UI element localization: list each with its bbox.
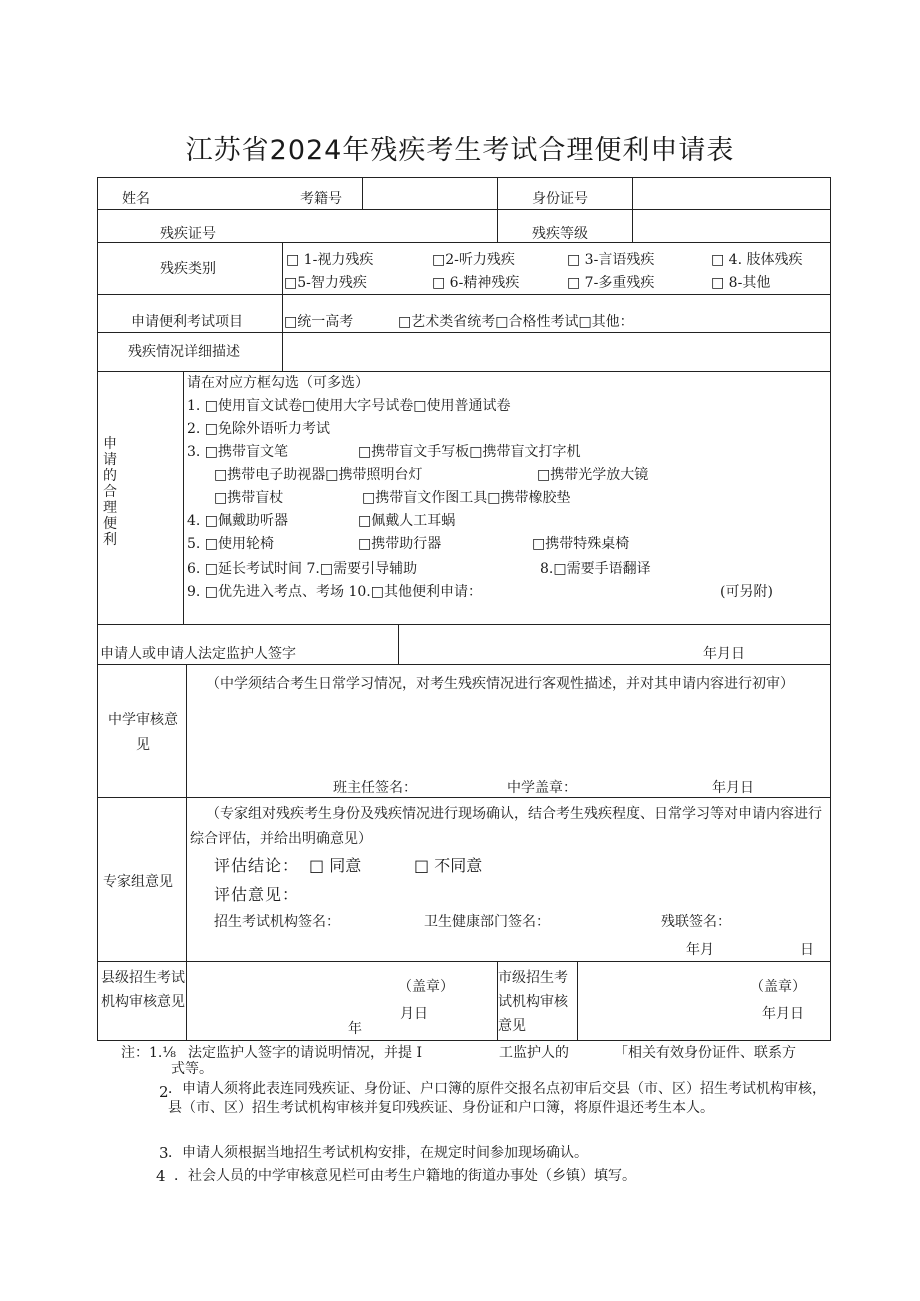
expert-date-a: 年月 <box>686 942 714 958</box>
note-3-text: ．申请人须根据当地招生考试机构安排，在规定时间参加现场确认。 <box>168 1145 588 1161</box>
exam-gaokao-checkbox[interactable]: □统一高考 <box>284 314 354 330</box>
apply-line-4a[interactable]: 4. □佩戴助听器 <box>187 513 289 529</box>
apply-line-3c[interactable]: □携带电子助视器□携带照明台灯 <box>214 467 423 483</box>
expert-sign-health-dept: 卫生健康部门签名： <box>424 914 550 930</box>
type-hearing-checkbox[interactable]: □2-听力残疾 <box>432 252 515 268</box>
apply-line-1[interactable]: 1. □使用盲文试卷□使用大字号试卷□使用普通试卷 <box>187 398 511 414</box>
exam-other-checkboxes[interactable]: □艺术类省统考□合格性考试□其他： <box>398 314 634 330</box>
type-physical-checkbox[interactable]: □ 4. 肢体残疾 <box>711 252 803 268</box>
expert-sign-disabled-fed: 残联签名： <box>661 914 731 930</box>
detail-desc-field[interactable] <box>285 335 827 368</box>
expert-date-b: 日 <box>800 942 814 958</box>
apply-line-9b: (可另附) <box>720 584 773 600</box>
expert-label: 专家组意见 <box>103 874 173 890</box>
apply-label <box>102 436 118 548</box>
county-date-md: 月日 <box>400 1006 428 1022</box>
note-2-text: ．申请人须将此表连同残疾证、身份证、户口簿的原件交报名点初审后交县（市、区）招生考试机构审核，县（市、区）招生考试机构审核并复印残疾证、身份证和户口簿，将原件退还考生本人。 <box>168 1081 826 1116</box>
county-stamp: （盖章） <box>398 979 454 995</box>
apply-line-2[interactable]: 2. □免除外语听力考试 <box>187 421 331 437</box>
signature-date: 年月日 <box>703 646 745 662</box>
expert-opinion-label: 评估意见： <box>214 885 300 904</box>
expert-conclusion-label: 评估结论： <box>214 856 300 875</box>
expert-agree-checkbox[interactable]: □ 同意 <box>309 856 362 875</box>
expert-sign-exam-agency: 招生考试机构签名： <box>214 914 340 930</box>
school-teacher-sign: 班主任签名： <box>333 780 417 796</box>
county-review-label: 县级招生考试机构审核意见 <box>101 970 185 1010</box>
school-stamp: 中学盖章： <box>507 780 577 796</box>
type-visual-checkbox[interactable]: □ 1-视力残疾 <box>286 252 374 268</box>
school-date: 年月日 <box>712 780 754 796</box>
name-label: 姓名 <box>122 191 150 207</box>
apply-line-6b[interactable]: 8.□需要手语翻译 <box>540 561 651 577</box>
school-review-label: 中学审核意见 <box>108 712 178 753</box>
note-4-text: ．社会人员的中学审核意见栏可由考生户籍地的街道办事处（乡镇）填写。 <box>174 1168 636 1184</box>
id-number-label: 身份证号 <box>532 191 588 207</box>
note-1-docs: 「相关有效身份证件、联系方 <box>614 1045 796 1061</box>
note-1-guardian: 工监护人的 <box>499 1045 569 1061</box>
detail-desc-label: 残疾情况详细描述 <box>128 344 240 360</box>
note-1-text: 法定监护人签字的请说明情况，并提 I <box>188 1045 422 1061</box>
name-field[interactable] <box>183 180 283 206</box>
city-review-label: 市级招生考试机构审核意见 <box>498 970 568 1034</box>
apply-label-text: 申请的合理便利 <box>103 436 117 548</box>
note-1-end: 式等。 <box>171 1061 213 1077</box>
type-mental-checkbox[interactable]: □ 6-精神残疾 <box>432 275 520 291</box>
disability-type-label: 残疾类别 <box>160 261 216 277</box>
city-stamp: （盖章） <box>750 979 806 995</box>
exam-registry-label: 考籍号 <box>300 191 342 207</box>
type-other-checkbox[interactable]: □ 8-其他 <box>711 275 771 291</box>
apply-line-5c[interactable]: □携带特殊桌椅 <box>532 536 630 552</box>
expert-disagree-checkbox[interactable]: □ 不同意 <box>414 856 483 875</box>
disability-level-field[interactable] <box>635 212 827 239</box>
note-2-num: 2 <box>159 1083 169 1101</box>
type-intellectual-checkbox[interactable]: □5-智力残疾 <box>284 275 367 291</box>
note-3-num: 3 <box>159 1144 169 1162</box>
type-multiple-checkbox[interactable]: □ 7-多重残疾 <box>567 275 655 291</box>
expert-note: （专家组对残疾考生身份及残疾情况进行现场确认，结合考生残疾程度、日常学习等对申请内容进行综合评估，并给出明确意见） <box>190 806 822 847</box>
apply-line-5a[interactable]: 5. □使用轮椅 <box>187 536 275 552</box>
id-number-field[interactable] <box>635 180 827 206</box>
note-1-prefix: 注：1.⅛ <box>121 1045 176 1061</box>
page-title: 江苏省2024年残疾考生考试合理便利申请表 <box>185 135 735 166</box>
note-4-num: 4 <box>156 1167 166 1185</box>
apply-line-6a[interactable]: 6. □延长考试时间 7.□需要引导辅助 <box>187 561 418 577</box>
disability-cert-field[interactable] <box>285 212 493 239</box>
disability-level-label: 残疾等级 <box>532 226 588 242</box>
exam-item-label: 申请便利考试项目 <box>131 314 243 330</box>
apply-line-5b[interactable]: □携带助行器 <box>358 536 442 552</box>
type-speech-checkbox[interactable]: □ 3-言语残疾 <box>567 252 655 268</box>
county-date-year: 年 <box>348 1021 362 1037</box>
signature-label: 申请人或申请人法定监护人签字 <box>100 646 296 662</box>
apply-line-9a[interactable]: 9. □优先进入考点、考场 10.□其他便利申请： <box>187 584 482 600</box>
apply-line-3a[interactable]: 3. □携带盲文笔 <box>187 444 289 460</box>
signature-field[interactable] <box>401 627 691 661</box>
apply-line-3f[interactable]: □携带盲文作图工具□携带橡胶垫 <box>362 490 571 506</box>
exam-registry-field[interactable] <box>365 180 493 206</box>
apply-line-3e[interactable]: □携带盲杖 <box>214 490 284 506</box>
school-review-note: （中学须结合考生日常学习情况，对考生残疾情况进行客观性描述，并对其申请内容进行初审） <box>206 676 794 692</box>
disability-cert-label: 残疾证号 <box>160 226 216 242</box>
apply-intro: 请在对应方框勾选（可多选） <box>187 375 369 391</box>
apply-line-3d[interactable]: □携带光学放大镜 <box>537 467 649 483</box>
city-date: 年月日 <box>762 1006 804 1022</box>
apply-line-3b[interactable]: □携带盲文手写板□携带盲文打字机 <box>358 444 581 460</box>
apply-line-4b[interactable]: □佩戴人工耳蜗 <box>358 513 456 529</box>
